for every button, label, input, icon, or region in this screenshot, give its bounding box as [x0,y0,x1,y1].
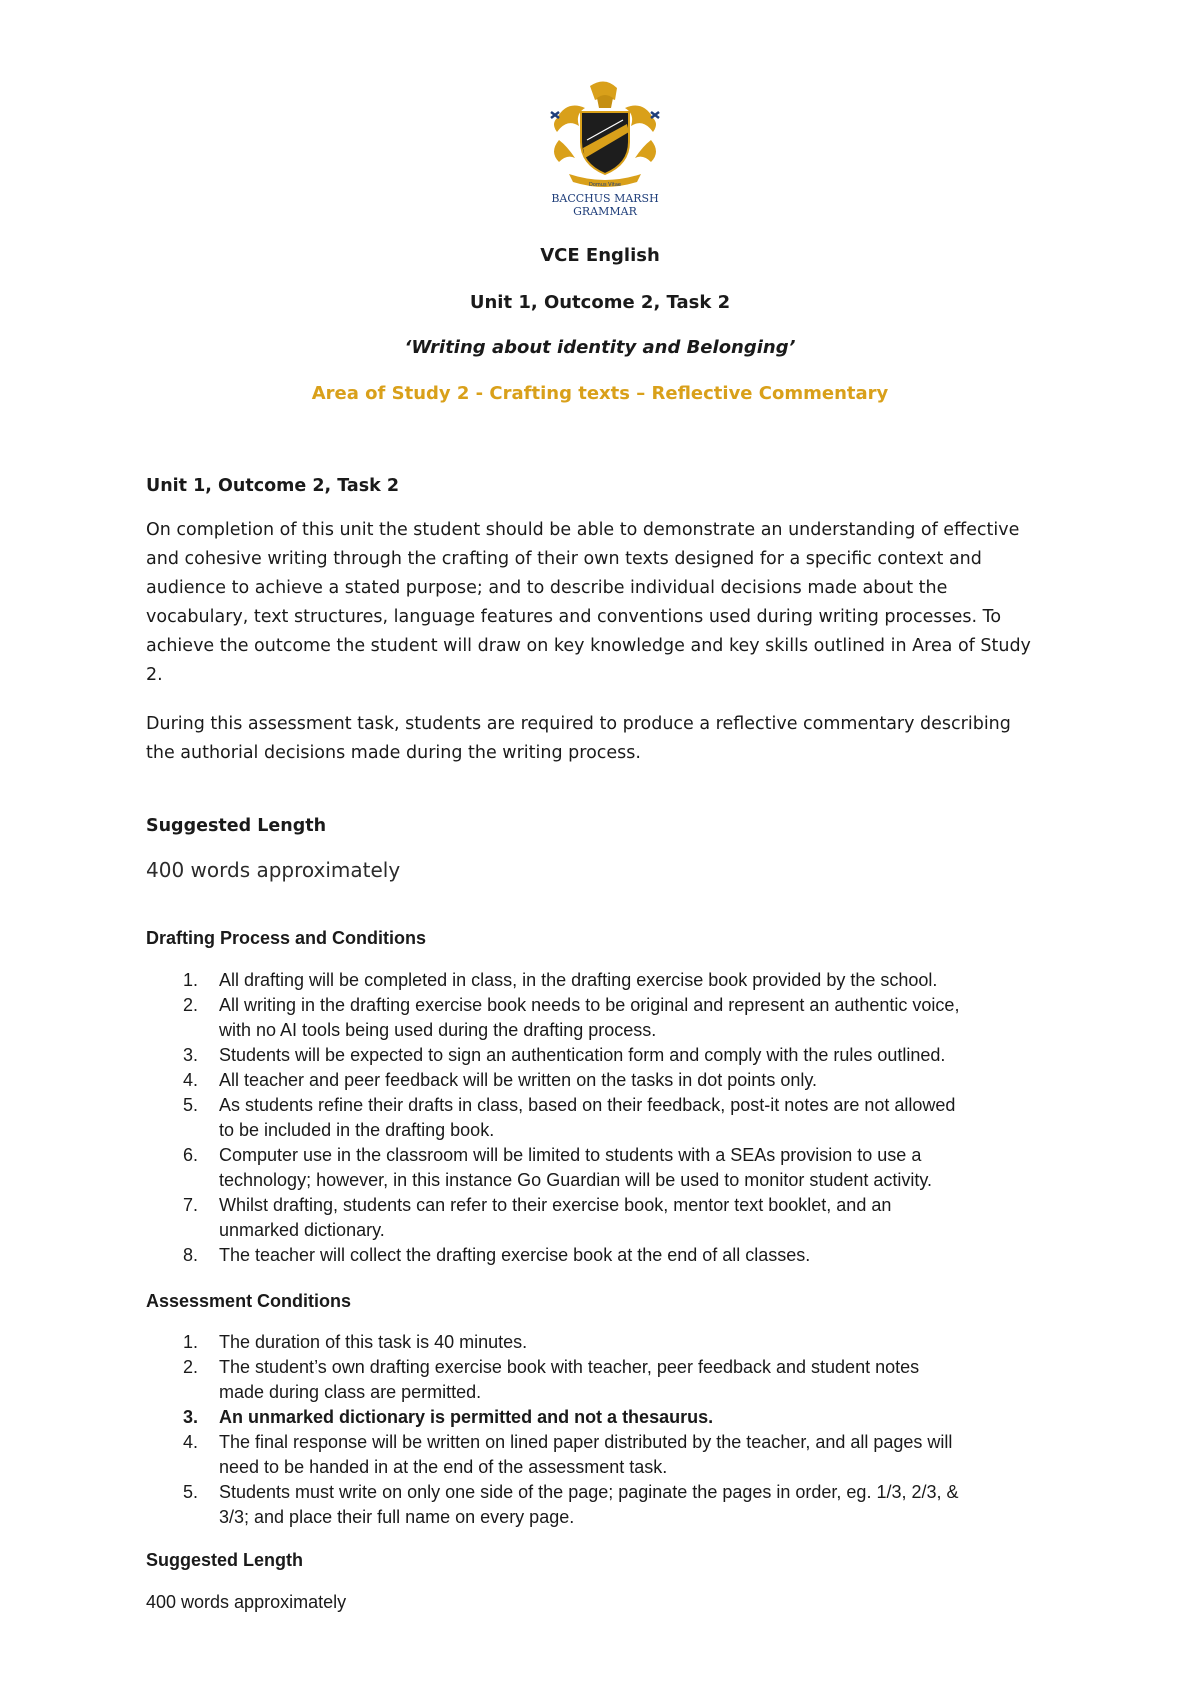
task-title: Unit 1, Outcome 2, Task 2 [469,292,731,313]
intro-paragraph-2 [146,710,1066,768]
drafting-heading: Drafting Process and Conditions [146,928,427,948]
suggested-length-value-2: 400 words approximately [146,1592,347,1612]
list-item: 2. The student’s own drafting exercise book with teacher, peer feedback and student notes made during class are permitted. [183,1357,920,1402]
svg-text:BACCHUS MARSH: BACCHUS MARSH [551,192,659,205]
text-line: and cohesive writing through the crafting of their own texts designed for a specific context and [146,549,982,569]
suggested-length-heading: Suggested Length [146,816,327,836]
list-item: 1. All drafting will be completed in class, in the drafting exercise book provided by the school. [183,970,938,990]
list-item: 5. As students refine their drafts in class, based on their feedback, post-it notes are not allowed to be included in the drafting book. [183,1095,956,1140]
list-item: 7. Whilst drafting, students can refer to their exercise book, mentor text booklet, and an unmarked dictionary. [183,1195,892,1240]
list-item: 8. The teacher will collect the drafting exercise book at the end of all classes. [183,1245,811,1265]
subject-title: VCE English [540,245,660,266]
text-line: On completion of this unit the student should be able to demonstrate an understanding of effective [146,520,1020,540]
list-item: 1. The duration of this task is 40 minutes. [183,1332,528,1352]
text-line: audience to achieve a stated purpose; and to describe individual decisions made about the [146,578,948,598]
drafting-list [146,968,1066,1268]
area-of-study-title: Area of Study 2 - Crafting texts – Reflective Commentary [311,383,889,404]
text-line: 2. [146,665,163,685]
list-item: 3. An unmarked dictionary is permitted and not a thesaurus. [183,1407,714,1427]
text-line: During this assessment task, students are required to produce a reflective commentary describing [146,714,1011,734]
text-line: the authorial decisions made during the writing process. [146,743,641,763]
school-crest-logo [545,78,665,220]
list-item: 4. All teacher and peer feedback will be written on the tasks in dot points only. [183,1070,818,1090]
task-name: ‘Writing about identity and Belonging’ [404,337,796,358]
list-item: 6. Computer use in the classroom will be limited to students with a SEAs provision to use a technology; however, in this instance Go Guardian will be used to monitor student activity. [183,1145,933,1190]
crest-icon [545,78,665,220]
intro-heading: Unit 1, Outcome 2, Task 2 [146,476,400,496]
svg-text:GRAMMAR: GRAMMAR [573,205,637,218]
list-item: 5. Students must write on only one side of the page; paginate the pages in order, eg. 1/3, 2/3, & 3/3; and place their full name on every page. [183,1482,959,1527]
svg-text:Domus Vitae: Domus Vitae [589,182,621,188]
text-line: vocabulary, text structures, language features and conventions used during writing processes. To [146,607,1002,627]
list-item: 4. The final response will be written on lined paper distributed by the teacher, and all pages will need to be handed in at the end of the assessment task. [183,1432,953,1477]
list-item: 3. Students will be expected to sign an authentication form and comply with the rules outlined. [183,1045,946,1065]
intro-paragraph-1 [146,516,1066,690]
suggested-length-value: 400 words approximately [146,858,401,882]
suggested-length-heading-2: Suggested Length [146,1550,303,1570]
text-line: achieve the outcome the student will draw on key knowledge and key skills outlined in Area of Study [146,636,1031,656]
assessment-heading: Assessment Conditions [146,1291,352,1311]
list-item: 2. All writing in the drafting exercise book needs to be original and represent an authentic voice, with no AI tools being used during the drafting process. [183,995,960,1040]
assessment-list [146,1330,1066,1530]
